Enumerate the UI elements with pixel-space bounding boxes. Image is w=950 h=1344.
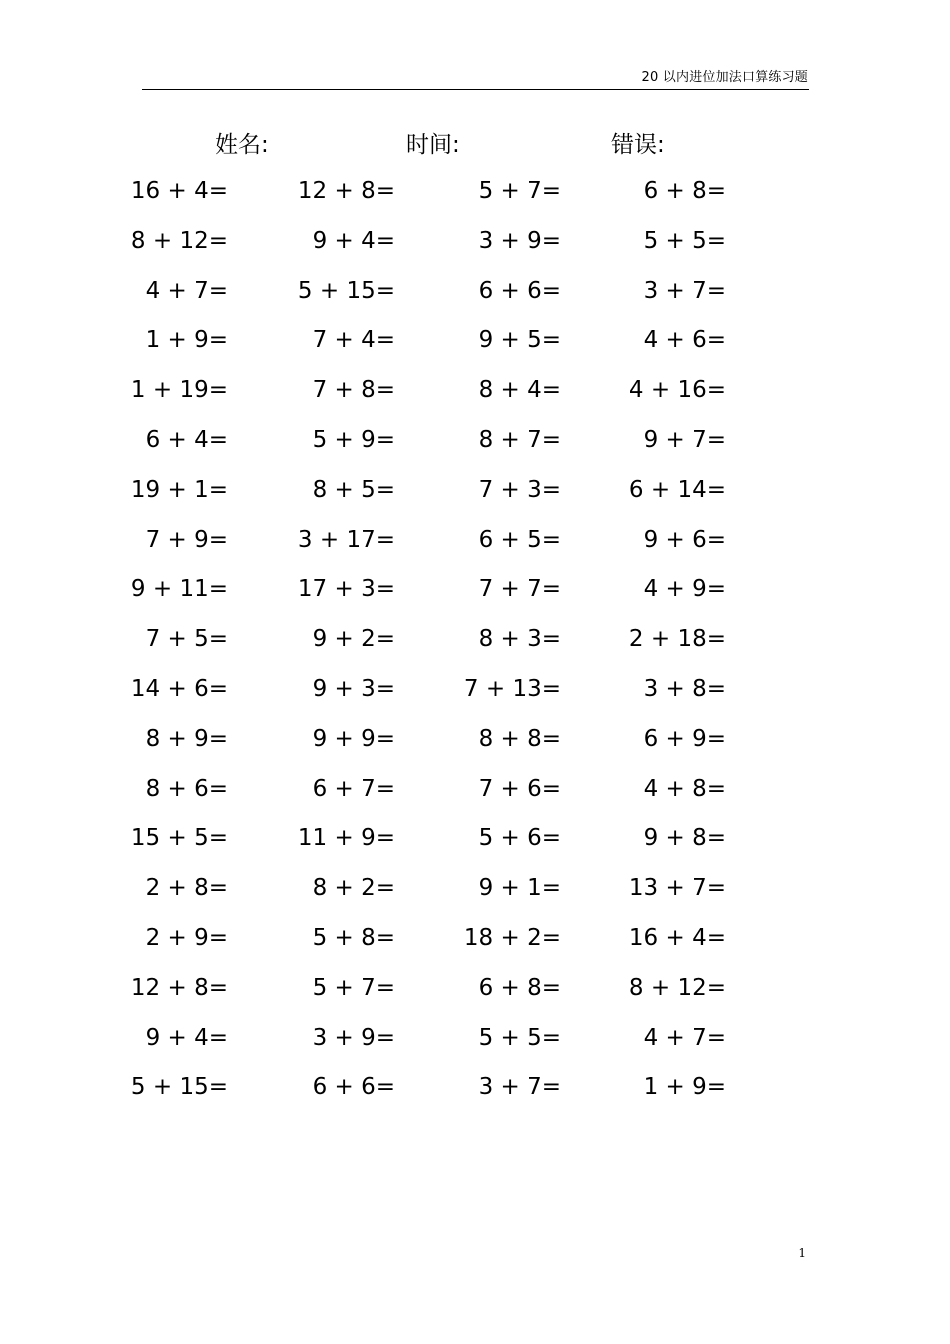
addition-problem: 9 + 4= <box>145 1024 228 1051</box>
problem-row <box>0 772 950 822</box>
addition-problem: 1 + 9= <box>643 1074 726 1101</box>
addition-problem: 3 + 9= <box>478 227 561 254</box>
addition-problem: 9 + 1= <box>478 875 561 902</box>
addition-problem: 3 + 9= <box>312 1024 395 1051</box>
addition-problem: 8 + 4= <box>478 377 561 404</box>
problem-row <box>0 323 950 373</box>
addition-problem: 5 + 7= <box>478 178 561 204</box>
addition-problem: 8 + 5= <box>312 476 395 503</box>
problem-row <box>0 871 950 921</box>
addition-problem: 5 + 15= <box>130 1074 228 1101</box>
addition-problem: 5 + 8= <box>312 924 395 951</box>
addition-problem: 16 + 4= <box>628 924 726 951</box>
addition-problem: 3 + 7= <box>478 1074 561 1101</box>
addition-problem: 6 + 9= <box>643 725 726 752</box>
addition-problem: 16 + 4= <box>130 178 228 204</box>
addition-problem: 8 + 12= <box>130 227 228 254</box>
addition-problem: 4 + 7= <box>145 277 228 304</box>
addition-problem: 5 + 9= <box>312 426 395 453</box>
addition-problem: 7 + 5= <box>145 626 228 653</box>
addition-problem: 8 + 12= <box>628 974 726 1001</box>
errors-label: 错误: <box>611 132 665 158</box>
addition-problem: 2 + 8= <box>145 875 228 902</box>
problem-row <box>0 174 950 224</box>
addition-problem: 8 + 7= <box>478 426 561 453</box>
problem-row <box>0 921 950 971</box>
header-rule <box>142 89 809 90</box>
problem-row <box>0 224 950 274</box>
addition-problem: 8 + 8= <box>478 725 561 752</box>
addition-problem: 12 + 8= <box>130 974 228 1001</box>
addition-problem: 9 + 3= <box>312 675 395 702</box>
addition-problem: 3 + 7= <box>643 277 726 304</box>
addition-problem: 3 + 17= <box>297 526 395 553</box>
problem-grid <box>0 174 950 1120</box>
problem-row <box>0 971 950 1021</box>
problem-row <box>0 722 950 772</box>
addition-problem: 6 + 4= <box>145 426 228 453</box>
addition-problem: 6 + 14= <box>628 476 726 503</box>
problem-row <box>0 423 950 473</box>
addition-problem: 4 + 9= <box>643 576 726 603</box>
addition-problem: 6 + 6= <box>312 1074 395 1101</box>
problem-row <box>0 572 950 622</box>
addition-problem: 9 + 8= <box>643 825 726 852</box>
addition-problem: 7 + 6= <box>478 775 561 802</box>
problem-row <box>0 373 950 423</box>
addition-problem: 9 + 9= <box>312 725 395 752</box>
addition-problem: 14 + 6= <box>130 675 228 702</box>
addition-problem: 8 + 2= <box>312 875 395 902</box>
page-header-title: 20 以内进位加法口算练习题 <box>641 70 808 85</box>
addition-problem: 5 + 6= <box>478 825 561 852</box>
addition-problem: 4 + 8= <box>643 775 726 802</box>
problem-row <box>0 622 950 672</box>
addition-problem: 1 + 19= <box>130 377 228 404</box>
addition-problem: 9 + 5= <box>478 327 561 354</box>
addition-problem: 9 + 7= <box>643 426 726 453</box>
addition-problem: 9 + 11= <box>130 576 228 603</box>
addition-problem: 9 + 2= <box>312 626 395 653</box>
addition-problem: 19 + 1= <box>130 476 228 503</box>
problem-row <box>0 274 950 324</box>
addition-problem: 13 + 7= <box>628 875 726 902</box>
addition-problem: 6 + 7= <box>312 775 395 802</box>
addition-problem: 1 + 9= <box>145 327 228 354</box>
addition-problem: 9 + 4= <box>312 227 395 254</box>
addition-problem: 4 + 7= <box>643 1024 726 1051</box>
addition-problem: 5 + 5= <box>478 1024 561 1051</box>
addition-problem: 6 + 5= <box>478 526 561 553</box>
addition-problem: 18 + 2= <box>463 924 561 951</box>
addition-problem: 6 + 8= <box>643 178 726 204</box>
student-info-row <box>0 126 950 160</box>
addition-problem: 3 + 8= <box>643 675 726 702</box>
addition-problem: 6 + 8= <box>478 974 561 1001</box>
addition-problem: 5 + 5= <box>643 227 726 254</box>
addition-problem: 2 + 9= <box>145 924 228 951</box>
addition-problem: 12 + 8= <box>297 178 395 204</box>
addition-problem: 4 + 6= <box>643 327 726 354</box>
addition-problem: 5 + 7= <box>312 974 395 1001</box>
problem-row <box>0 473 950 523</box>
page-number: 1 <box>798 1246 806 1260</box>
addition-problem: 5 + 15= <box>297 277 395 304</box>
addition-problem: 7 + 8= <box>312 377 395 404</box>
addition-problem: 7 + 13= <box>463 675 561 702</box>
time-label: 时间: <box>406 132 460 158</box>
addition-problem: 7 + 7= <box>478 576 561 603</box>
problem-row <box>0 1070 950 1120</box>
name-label: 姓名: <box>215 132 269 158</box>
addition-problem: 8 + 3= <box>478 626 561 653</box>
addition-problem: 7 + 3= <box>478 476 561 503</box>
addition-problem: 7 + 9= <box>145 526 228 553</box>
addition-problem: 11 + 9= <box>297 825 395 852</box>
addition-problem: 15 + 5= <box>130 825 228 852</box>
addition-problem: 4 + 16= <box>628 377 726 404</box>
addition-problem: 2 + 18= <box>628 626 726 653</box>
problem-row <box>0 1021 950 1071</box>
addition-problem: 6 + 6= <box>478 277 561 304</box>
addition-problem: 8 + 6= <box>145 775 228 802</box>
addition-problem: 8 + 9= <box>145 725 228 752</box>
problem-row <box>0 523 950 573</box>
problem-row <box>0 821 950 871</box>
problem-row <box>0 672 950 722</box>
addition-problem: 7 + 4= <box>312 327 395 354</box>
addition-problem: 9 + 6= <box>643 526 726 553</box>
addition-problem: 17 + 3= <box>297 576 395 603</box>
